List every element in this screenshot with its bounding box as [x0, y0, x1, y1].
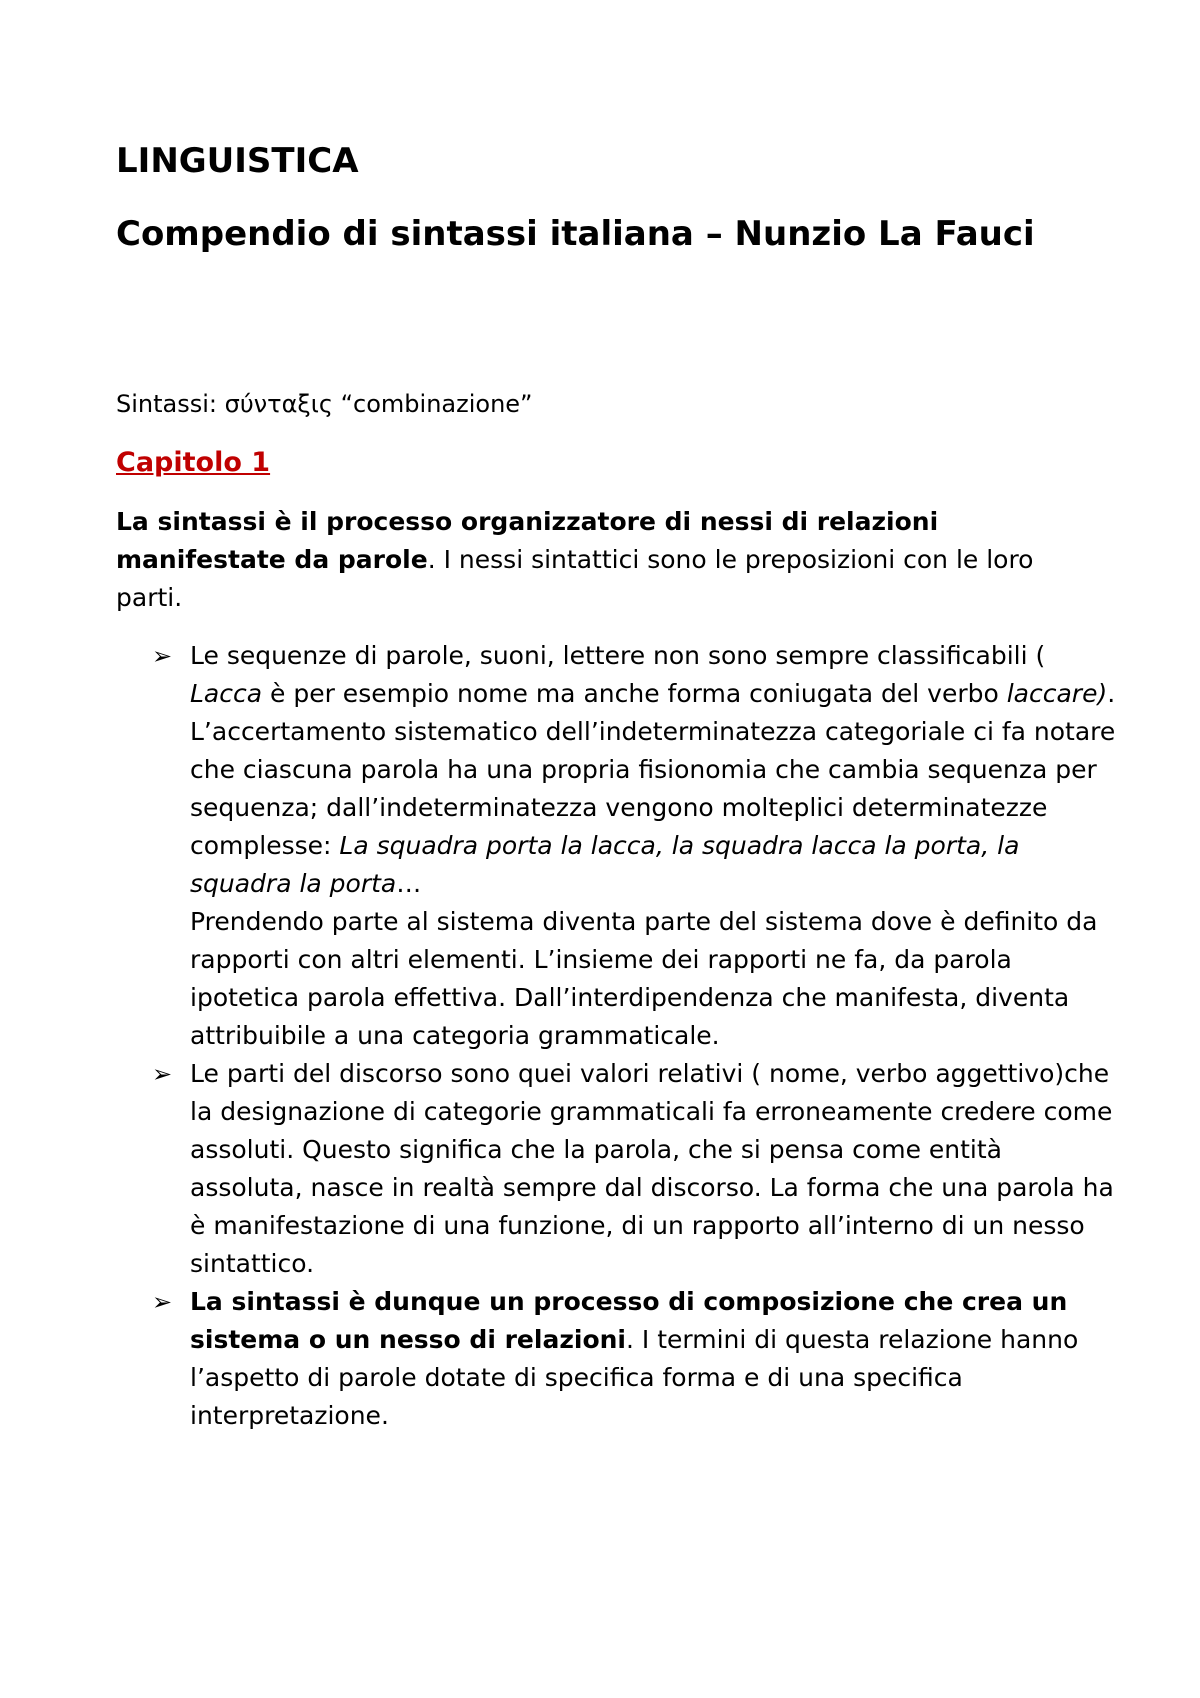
bullet-bold: La sintassi è dunque un processo di composizione che crea un sistema o un nesso di relazioni: [190, 1287, 1068, 1354]
arrow-bullet-icon: ➢: [152, 642, 173, 670]
bullet-text: Le sequenze di parole, suoni, lettere non sono sempre classificabili (: [190, 641, 1046, 670]
document-subtitle: Compendio di sintassi italiana – Nunzio La Fauci: [116, 214, 1035, 254]
bullet-list: [116, 637, 1116, 1435]
bullet-text: . I termini di questa relazione hanno l’aspetto di parole dotate di specifica forma e di una specifica interpretazione.: [190, 1325, 1079, 1430]
definition-paragraph: [116, 503, 1096, 617]
definition-rest: . I nessi sintattici sono le preposizioni con le loro parti.: [116, 545, 1034, 612]
arrow-bullet-icon: ➢: [152, 1288, 173, 1316]
list-item: [116, 1283, 1116, 1435]
bullet-text: Le parti del discorso sono quei valori relativi ( nome, verbo aggettivo)che la designazione di categorie grammaticali fa erroneamente credere come assoluti. Questo significa che la parola, che si pensa come entità assoluta, nasce in realtà sempre dal discorso. La forma che una parola ha è manifestazione di una funzione, di un rapporto all’interno di un nesso sintattico.: [190, 1059, 1114, 1278]
bullet-italic: Lacca: [190, 679, 263, 708]
bullet-italic: La squadra porta la lacca, la squadra lacca la porta, la squadra la porta: [190, 831, 1020, 898]
list-item: [116, 637, 1116, 1055]
bullet-continuation: Prendendo parte al sistema diventa parte del sistema dove è definito da rapporti con altri elementi. L’insieme dei rapporti ne fa, da parola ipotetica parola effettiva. Dall’interdipendenza che manifesta, diventa attribuibile a una categoria grammaticale.: [190, 907, 1098, 1050]
intro-line: Sintassi: σύνταξις “combinazione”: [116, 390, 533, 418]
bullet-text: è per esempio nome ma anche forma coniugata del verbo: [262, 679, 1007, 708]
chapter-heading: Capitolo 1: [116, 447, 271, 478]
bullet-text: . L’accertamento sistematico dell’indeterminatezza categoriale ci fa notare che ciascuna parola ha una propria fisionomia che cambia sequenza per sequenza; dall’indeterminatezza vengono molteplici determinatezze complesse:: [190, 679, 1116, 860]
bullet-italic: laccare): [1006, 679, 1108, 708]
arrow-bullet-icon: ➢: [152, 1060, 173, 1088]
bullet-text: …: [396, 869, 422, 898]
document-title: LINGUISTICA: [116, 141, 359, 181]
list-item: [116, 1055, 1116, 1283]
definition-bold: La sintassi è il processo organizzatore di nessi di relazioni manifestate da parole: [116, 507, 939, 574]
